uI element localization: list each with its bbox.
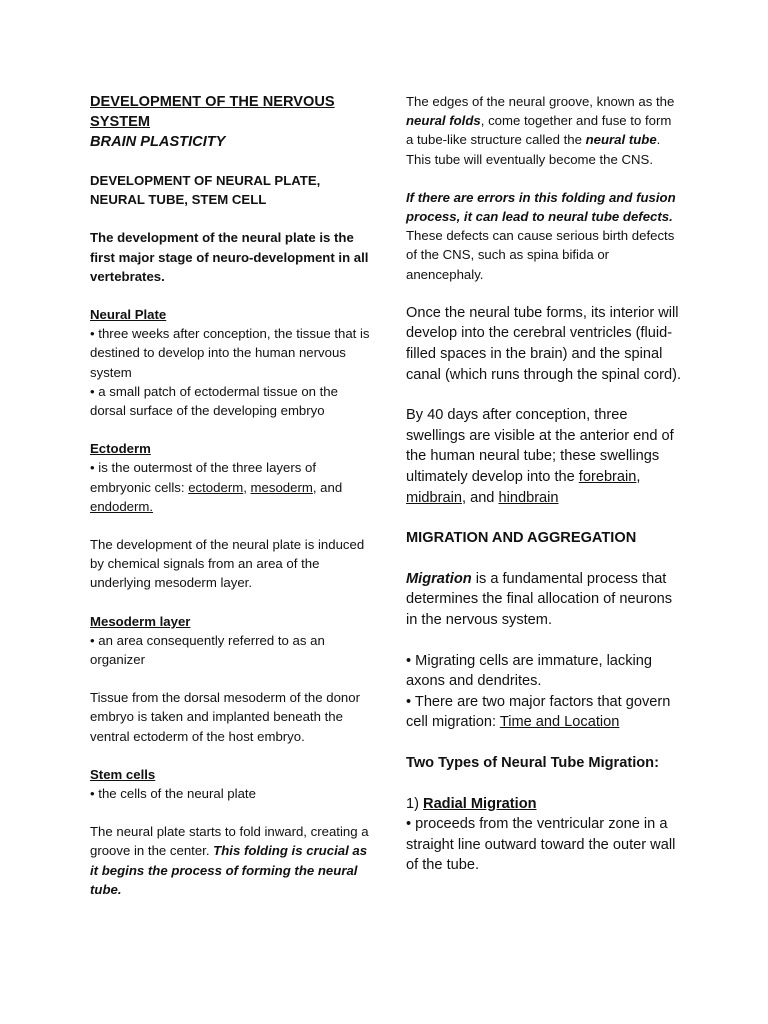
separator: , and bbox=[461, 489, 499, 506]
endoderm-link: endoderm. bbox=[90, 498, 154, 514]
radial-heading-text: Radial Migration bbox=[423, 795, 537, 812]
mesoderm-heading: Mesoderm layer bbox=[90, 613, 191, 629]
intro-paragraph: The development of the neural plate is the first major stage of neuro-development in all vertebrates. bbox=[90, 230, 369, 284]
ectoderm-link: ectoderm bbox=[188, 479, 244, 495]
errors-emphasis: If there are errors in this folding and fusion process, it can lead to neural tube defects. bbox=[406, 189, 676, 225]
left-column bbox=[90, 92, 370, 899]
section-heading: DEVELOPMENT OF NEURAL PLATE, NEURAL TUBE, STEM CELL bbox=[90, 173, 321, 208]
interior-paragraph: Once the neural tube forms, its interior will develop into the cerebral ventricles (fluid- filled spaces in the brain) and the spinal canal (which runs through the spinal cord). bbox=[406, 304, 681, 383]
errors-paragraph bbox=[406, 188, 681, 284]
mesoderm-bullet: • an area consequently referred to as an organizer bbox=[90, 632, 325, 668]
stem-cells-heading: Stem cells bbox=[90, 766, 156, 782]
time-and-location-link: Time and Location bbox=[499, 714, 620, 731]
neural-plate-bullet-2: • a small patch of ectodermal tissue on the dorsal surface of the developing embryo bbox=[90, 383, 338, 419]
swellings-paragraph bbox=[406, 405, 681, 508]
hindbrain-link: hindbrain bbox=[498, 489, 559, 506]
document-subtitle: BRAIN PLASTICITY bbox=[90, 134, 226, 150]
tissue-paragraph: Tissue from the dorsal mesoderm of the donor embryo is taken and implanted beneath the ventral ectoderm of the host embryo. bbox=[90, 690, 360, 744]
migration-heading: MIGRATION AND AGGREGATION bbox=[406, 530, 637, 547]
migrating-bullet-1: • Migrating cells are immature, lacking axons and dendrites. bbox=[406, 652, 652, 690]
mesoderm-link: mesoderm bbox=[250, 479, 313, 495]
neural-tube-term: neural tube bbox=[585, 132, 657, 148]
types-heading: Two Types of Neural Tube Migration: bbox=[406, 754, 659, 771]
folds-text: . This tube will eventually become the CNS. bbox=[406, 132, 661, 167]
radial-number: 1) bbox=[406, 795, 424, 812]
migration-term: Migration bbox=[406, 570, 472, 587]
swellings-text: By 40 days after conception, three swellings are visible at the anterior end of the human neural tube; these swellings ultimately develop into the bbox=[406, 407, 674, 485]
folding-emphasis: This folding is crucial as it begins the process of forming the neural tube. bbox=[90, 843, 368, 897]
separator: , bbox=[636, 468, 641, 485]
document-title: DEVELOPMENT OF THE NERVOUS SYSTEM bbox=[90, 94, 335, 130]
forebrain-link: forebrain bbox=[578, 468, 637, 485]
migrating-bullet-2-text: • There are two major factors that govern cell migration: bbox=[406, 693, 671, 731]
separator: , and bbox=[312, 479, 343, 495]
errors-text: These defects can cause serious birth defects of the CNS, such as spina bifida or anencephaly. bbox=[406, 228, 675, 282]
folding-paragraph bbox=[90, 822, 370, 899]
neural-folds-paragraph bbox=[406, 92, 681, 169]
neural-folds-term: neural folds bbox=[406, 113, 481, 129]
radial-migration-bullet: • proceeds from the ventricular zone in a straight line outward toward the outer wall of the tube. bbox=[406, 816, 676, 874]
radial-migration-heading bbox=[406, 794, 681, 815]
neural-plate-bullet-1: • three weeks after conception, the tissue that is destined to develop into the human nervous system bbox=[90, 326, 370, 380]
folding-text: The neural plate starts to fold inward, creating a groove in the center. bbox=[90, 824, 369, 859]
right-column bbox=[406, 92, 681, 876]
separator: , bbox=[243, 479, 251, 495]
folds-text: , come together and fuse to form a tube-like structure called the bbox=[406, 113, 672, 148]
midbrain-link: midbrain bbox=[406, 489, 462, 506]
migrating-bullet-2 bbox=[406, 692, 681, 733]
ectoderm-heading: Ectoderm bbox=[90, 441, 151, 457]
migration-definition bbox=[406, 569, 681, 631]
ectoderm-bullet-text: • is the outermost of the three layers of embryonic cells: bbox=[90, 460, 316, 495]
ectoderm-bullet bbox=[90, 458, 370, 516]
neural-plate-heading: Neural Plate bbox=[90, 307, 167, 323]
stem-cells-bullet: • the cells of the neural plate bbox=[90, 786, 256, 802]
folds-text: The edges of the neural groove, known as the bbox=[406, 94, 675, 109]
migration-text: is a fundamental process that determines the final allocation of neurons in the nervous system. bbox=[406, 570, 673, 628]
induction-paragraph: The development of the neural plate is induced by chemical signals from an area of the underlying mesoderm layer. bbox=[90, 537, 365, 591]
